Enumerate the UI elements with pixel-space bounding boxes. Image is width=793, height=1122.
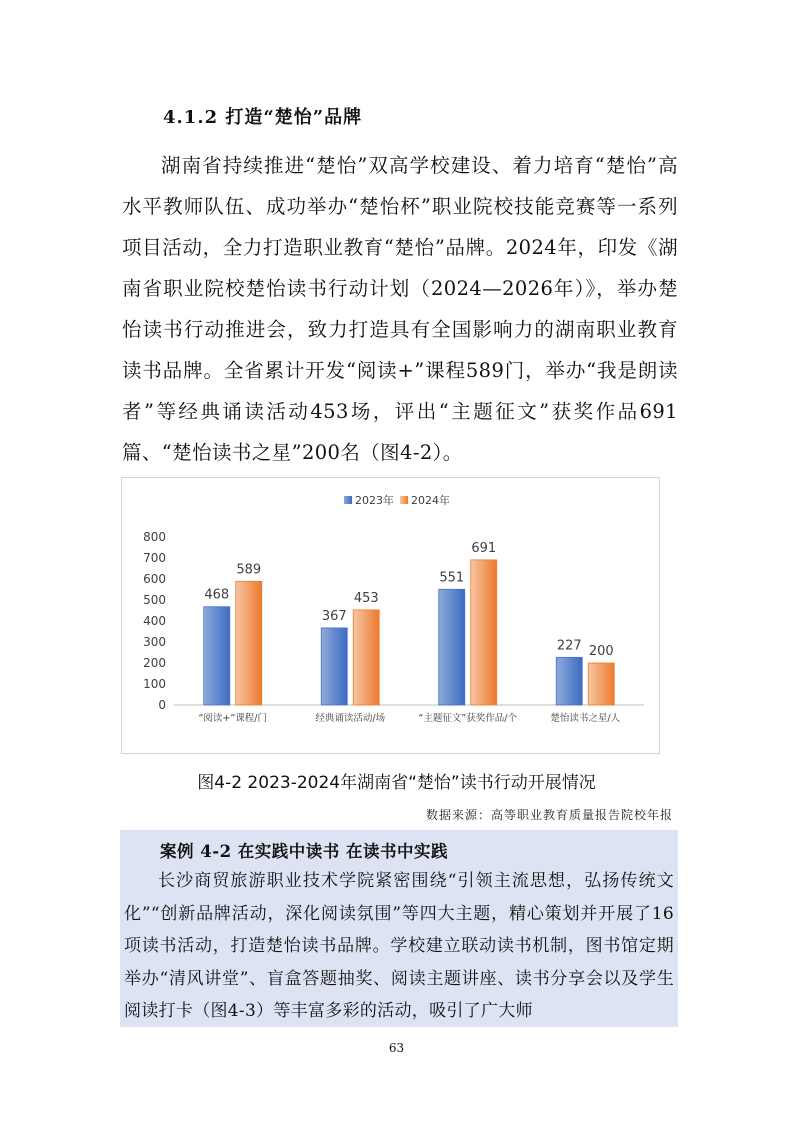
y-tick-label: 0: [158, 698, 166, 712]
bar: [236, 581, 262, 705]
y-tick-label: 200: [143, 656, 166, 670]
bar: [556, 657, 582, 705]
y-tick-label: 400: [143, 614, 166, 628]
figure-caption: 图4-2 2023-2024年湖南省“楚怡”读书行动开展情况: [197, 773, 596, 793]
section-heading: 4.1.2 打造“楚怡”品牌: [163, 107, 363, 128]
y-tick-label: 800: [143, 530, 166, 544]
y-tick-label: 700: [143, 551, 166, 565]
bar-chart: [121, 477, 660, 754]
category-label: “主题征文”获奖作品/个: [418, 713, 518, 724]
y-tick-label: 600: [143, 572, 166, 586]
case-title: 案例 4-2 在实践中读书 在读书中实践: [160, 842, 449, 861]
category-label: 楚怡读书之星/人: [550, 713, 621, 724]
body-paragraph: 湖南省持续推进“楚怡”双高学校建设、着力培育“楚怡”高水平教师队伍、成功举办“楚怡杯”职业院校技能竞赛等一系列项目活动，全力打造职业教育“楚怡”品牌。2024年，印发《湖南省职业院校楚怡读书行动计划（2024—2026年）》，举办楚怡读书行动推进会，致力打造具有全国影响力的湖南职业教育读书品牌。全省累计开发“阅读+”课程589门，举办“我是朗读者”等经典诵读活动453场，评出“主题征文”获奖作品691篇、“楚怡读书之星”200名（图4-2）。: [122, 154, 678, 464]
bar: [439, 589, 465, 705]
bar: [321, 628, 347, 705]
data-label: 227: [556, 638, 582, 654]
chart-svg: [122, 478, 659, 753]
legend-swatch: [400, 496, 408, 504]
case-text: 长沙商贸旅游职业技术学院紧密围绕“引领主流思想，弘扬传统文化”“创新品牌活动，深化阅读氛围”等四大主题，精心策划并开展了16项读书活动，打造楚怡读书品牌。学校建立联动读书机制，图书馆定期举办“清风讲堂”、盲盒答题抽奖、阅读主题讲座、读书分享会以及学生阅读打卡（图4-3）等丰富多彩的活动，吸引了广大师: [124, 871, 674, 1021]
data-label: 200: [588, 644, 614, 659]
bar: [588, 663, 614, 705]
legend-label: 2024年: [411, 494, 450, 507]
data-label: 367: [321, 608, 347, 624]
data-label: 468: [204, 587, 230, 603]
y-tick-label: 300: [143, 635, 166, 649]
data-label: 453: [353, 590, 379, 606]
legend-swatch: [344, 496, 352, 504]
page-number: 63: [388, 1041, 405, 1055]
y-tick-label: 100: [143, 677, 166, 691]
y-tick-label: 500: [143, 593, 166, 607]
data-label: 589: [236, 562, 262, 578]
case-box: [120, 830, 678, 1027]
data-label: 551: [439, 570, 465, 586]
data-label: 691: [471, 540, 497, 556]
legend-label: 2023年: [355, 494, 394, 507]
category-label: “阅读+”课程/门: [198, 713, 268, 724]
data-source: 数据来源：高等职业教育质量报告院校年报: [425, 808, 673, 822]
category-label: 经典诵读活动/场: [315, 713, 386, 724]
bar: [471, 560, 497, 705]
bar: [204, 607, 230, 705]
bar: [353, 610, 379, 705]
